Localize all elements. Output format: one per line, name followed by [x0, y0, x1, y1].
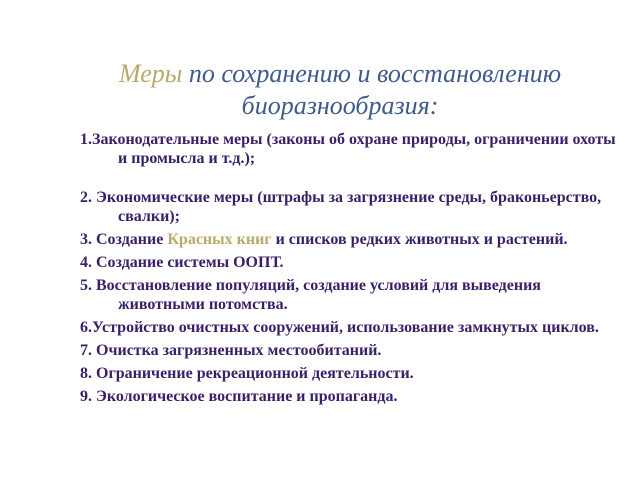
red-books-highlight: Красных книг — [167, 231, 272, 248]
list-item: 9. Экологическое воспитание и пропаганда. — [80, 388, 398, 405]
title-accent-word: Меры — [118, 59, 183, 88]
list-item: 8. Ограничение рекреационной деятельности. — [80, 365, 414, 382]
list-item: 4. Создание системы ООПТ. — [80, 254, 284, 271]
slide-title — [60, 58, 620, 122]
list-item: 7. Очистка загрязненных местообитаний. — [80, 342, 382, 359]
list-item: 2. Экономические меры (штрафы за загрязнение среды, браконьерство, свалки); — [80, 189, 602, 225]
list-item: 5. Восстановление популяций, создание условий для выведения животными потомства. — [80, 277, 541, 313]
measures-list — [80, 130, 620, 410]
list-item: 1.Законодательные меры (законы об охране природы, ограничении охоты и промысла и т.д.); — [80, 131, 616, 167]
list-item: 6.Устройство очистных сооружений, использование замкнутых циклов. — [80, 319, 599, 336]
title-line2: биоразнообразия: — [241, 91, 439, 120]
list-item-prefix: 3. Создание — [80, 231, 168, 248]
list-item-suffix: и списков редких животных и растений. — [271, 231, 568, 248]
list-item — [80, 230, 620, 249]
title-line1-rest: по сохранению и восстановлению — [182, 59, 562, 88]
